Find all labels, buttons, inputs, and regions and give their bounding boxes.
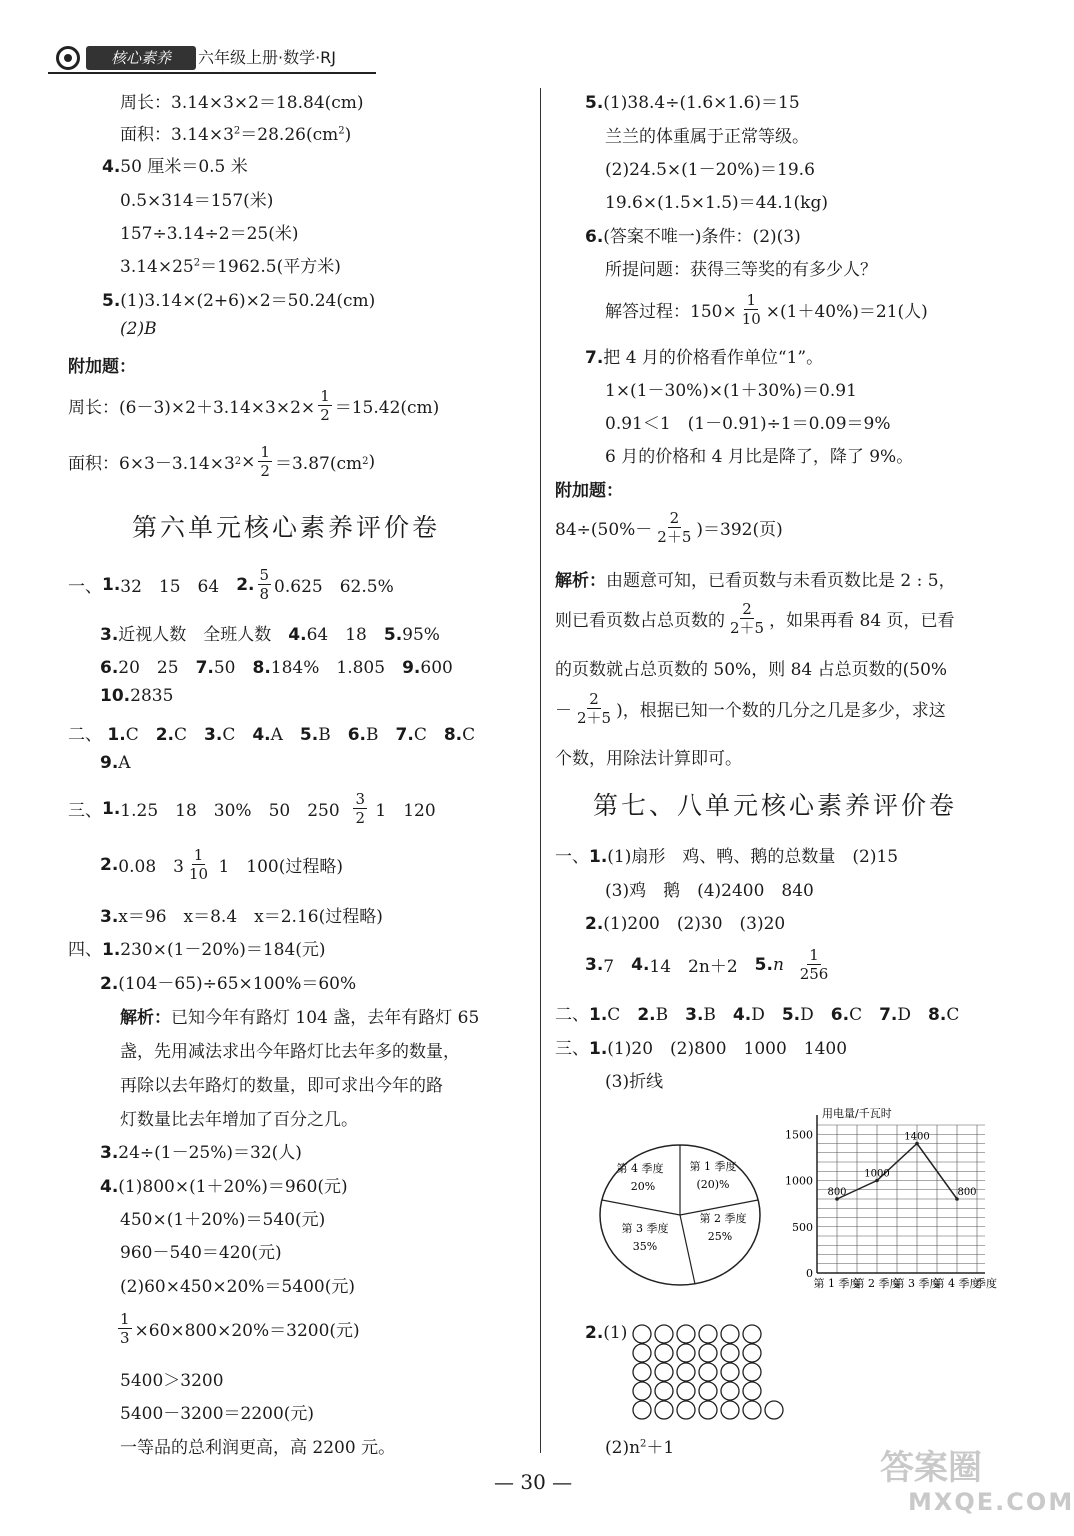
text-line: 4.50 厘米＝0.5 米 (102, 157, 248, 177)
answer-line: 9.A (100, 753, 131, 773)
x-axis-label: 季度 (975, 1277, 997, 1290)
answer-line: 一等品的总利润更高，高 2200 元。 (120, 1438, 396, 1458)
header-underline (48, 72, 376, 74)
item-answer: C (462, 725, 493, 745)
pattern-circle (721, 1382, 739, 1400)
answer-line: $(2)n^2+1$ (605, 1438, 675, 1458)
pattern-circle (655, 1401, 673, 1419)
answer-line: (2)60×450×20%＝5400(元) (120, 1277, 355, 1297)
answer-line: 5400＞3200 (120, 1371, 224, 1391)
page-number: — 30 — (494, 1470, 572, 1494)
section-heading: 附加题： (555, 481, 623, 501)
item-number: 1. (107, 725, 126, 745)
text-line: 157÷3.14÷2＝25(米) (120, 224, 299, 244)
answer-line: 6.20 25 7.50 8.184% 1.805 9.600 (100, 658, 453, 678)
pattern-circle (677, 1401, 695, 1419)
answer-line: 960－540＝420(元) (120, 1243, 282, 1263)
answer-line: 5.(1)38.4÷(1.6×1.6)＝15 (585, 93, 800, 113)
data-label: 800 (827, 1187, 847, 1198)
analysis-line: 则已看页数占总页数的 $\frac{2}{2+5}$ ，如果再看 84 页，已看 (555, 600, 955, 637)
item-answer: C (174, 725, 205, 745)
analysis-line: 的页数就占总页数的 50%，则 84 占总页数的(50% (555, 660, 948, 680)
item-answer: B (366, 725, 396, 745)
answer-line: 19.6×(1.5×1.5)＝44.1(kg) (605, 193, 828, 213)
pattern-circle (721, 1325, 739, 1343)
pattern-circle (633, 1344, 651, 1362)
answer-line: 0.91＜1 (1－0.91)÷1＝0.09＝9% (605, 414, 891, 434)
pattern-circle (743, 1401, 761, 1419)
answer-line: 6 月的价格和 4 月比是降了，降了 9%。 (605, 447, 914, 467)
logo-icon (56, 46, 80, 70)
item-number: 2. (637, 1005, 656, 1025)
pie-divider (680, 1215, 695, 1284)
pattern-circle (677, 1382, 695, 1400)
pattern-circle (743, 1382, 761, 1400)
answer-line: 2.(104－65)÷65×100%＝60% (100, 974, 357, 994)
pie-slice-value: 25% (707, 1230, 733, 1243)
data-label: 800 (957, 1187, 977, 1198)
y-axis-label: 用电量/千瓦时 (822, 1107, 892, 1120)
item-number: 7. (879, 1005, 898, 1025)
text-line: 面积：6×3－3.14×3 2 × $\frac{1}{2}$ ＝3.87(cm 2 ) (68, 443, 376, 480)
item-number: 6. (347, 725, 367, 745)
pattern-circle (721, 1401, 739, 1419)
pattern-circle (633, 1363, 651, 1381)
pie-divider (602, 1200, 680, 1215)
text-line: 5.(1)3.14×(2+6)×2＝50.24(cm) (102, 291, 376, 311)
item-number: 3. (685, 1005, 704, 1025)
answer-line: 2.(1) (585, 1323, 628, 1343)
header-title: 六年级上册·数学·RJ (198, 48, 337, 67)
pattern-circle (721, 1363, 739, 1381)
answer-line: 1×(1－30%)×(1＋30%)＝0.91 (605, 381, 857, 401)
analysis-line: 解析：已知今年有路灯 104 盏，去年有路灯 65 (120, 1008, 480, 1028)
item-number: 8. (928, 1005, 947, 1025)
pie-slice-value: 20% (630, 1180, 656, 1193)
pattern-circle-extra (765, 1401, 783, 1419)
pattern-circle (677, 1344, 695, 1362)
answer-line: 3.24÷(1－25%)＝32(人) (100, 1143, 302, 1163)
y-tick-label: 1000 (785, 1174, 813, 1188)
pattern-circle (699, 1382, 717, 1400)
pattern-circle (743, 1344, 761, 1362)
answer-line: 三、1.(1)20 (2)800 1000 1400 (555, 1039, 848, 1059)
watermark-url: MXQE.COM (908, 1488, 1074, 1516)
text-line: 周长：3.14×3×2＝18.84(cm) (120, 93, 364, 113)
pattern-circle (699, 1363, 717, 1381)
pie-slice-value: 35% (632, 1240, 658, 1253)
pattern-circle (655, 1382, 673, 1400)
analysis-line: 灯数量比去年增加了百分之几。 (120, 1110, 358, 1130)
pattern-circle (677, 1325, 695, 1343)
answer-line: 3.x＝96 x＝8.4 x＝2.16(过程略) (100, 907, 383, 927)
answer-line: 7.把 4 月的价格看作单位“1”。 (585, 348, 824, 368)
section-title: 第六单元核心素养评价卷 (132, 513, 441, 542)
answer-line: 10.2835 (100, 686, 174, 706)
answer-line: 3. 7 4. 14 2n＋2 5. n $\frac{1}{256}$ (585, 946, 829, 983)
pattern-circle (677, 1363, 695, 1381)
data-label: 1000 (864, 1168, 890, 1180)
item-answer: B (318, 725, 348, 745)
pattern-circle (699, 1344, 717, 1362)
line-chart (780, 1095, 1000, 1315)
answer-line: 5400－3200＝2200(元) (120, 1404, 315, 1424)
analysis-line: 个数，用除法计算即可。 (555, 749, 742, 769)
pattern-circle (655, 1344, 673, 1362)
pie-slice-label: 第 3 季度 (621, 1222, 669, 1235)
answer-line: 450×(1＋20%)＝540(元) (120, 1210, 326, 1230)
x-tick-label: 第 2 季度 (853, 1277, 901, 1290)
answer-line: 84÷(50%－ $\frac{2}{2+5}$ )＝392(页) (555, 509, 783, 546)
answer-line: 二、 1.C 2.C 3.C 4.A 5.B 6.B 7.C 8.C (68, 725, 493, 745)
item-number: 7. (395, 725, 414, 745)
y-tick-label: 0 (806, 1267, 813, 1280)
pie-slice-label: 第 2 季度 (699, 1212, 747, 1225)
item-answer: B (655, 1005, 686, 1025)
x-tick-label: 第 1 季度 (813, 1277, 861, 1290)
answer-line: 解答过程：150× $\frac{1}{10}$ ×(1＋40%)＝21(人) (605, 291, 928, 328)
answer-line: 4.(1)800×(1＋20%)＝960(元) (100, 1177, 348, 1197)
answer-line: 兰兰的体重属于正常等级。 (605, 127, 809, 147)
data-label: 1400 (904, 1131, 930, 1143)
pattern-circle (633, 1382, 651, 1400)
text-line: $3.14\times 25^2=1962.5$(平方米) (120, 257, 341, 277)
watermark: 答案圈 (880, 1448, 982, 1488)
item-answer: C (222, 725, 253, 745)
item-number: 3. (204, 725, 223, 745)
item-number: 4. (252, 725, 271, 745)
x-tick-label: 第 3 季度 (893, 1277, 941, 1290)
circle-pattern (630, 1323, 800, 1423)
pattern-circle (655, 1363, 673, 1381)
pattern-circle (743, 1325, 761, 1343)
analysis-line: 解析：由题意可知，已看页数与未看页数比是 2 : 5， (555, 571, 956, 591)
answer-line: 所提问题：获得三等奖的有多少人？ (605, 260, 877, 280)
answer-line: (3)鸡 鹅 (4)2400 840 (605, 881, 814, 901)
analysis-line: 盏，先用减法求出今年路灯比去年多的数量， (120, 1042, 460, 1062)
item-number: 5. (299, 725, 319, 745)
item-answer: C (607, 1005, 638, 1025)
pie-slice-value: (20)% (696, 1178, 730, 1191)
analysis-line: － $\frac{2}{2+5}$ )，根据已知一个数的几分之几是多少，求这 (555, 690, 946, 727)
item-answer: D (897, 1005, 929, 1025)
section-title: 第七、八单元核心素养评价卷 (593, 791, 958, 820)
text-line: 0.5×314＝157(米) (120, 191, 274, 211)
column-divider (540, 88, 541, 1453)
pie-slice-label: 第 1 季度 (689, 1160, 737, 1173)
pie-chart (595, 1140, 765, 1290)
answer-line: 2.(1)200 (2)30 (3)20 (585, 914, 786, 934)
text-line: 周长：(6－3)×2＋3.14×3×2× $\frac{1}{2}$ ＝15.42(cm) (68, 387, 440, 424)
answer-line: 一、 1. 32 15 64 2. $\frac{5}{8}$ 0.625 62.5% (68, 566, 394, 603)
y-tick-label: 1500 (785, 1128, 813, 1142)
pattern-circle (655, 1325, 673, 1343)
logo-text: 核心素养 (86, 46, 196, 70)
item-answer: B (703, 1005, 733, 1025)
pie-slice-label: 第 4 季度 (616, 1162, 664, 1175)
pattern-circle (721, 1344, 739, 1362)
item-answer: D (751, 1005, 782, 1025)
answer-line: 一、1.(1)扇形 鸡、鸭、鹅的总数量 (2)15 (555, 847, 899, 867)
item-number: 1. (589, 1005, 608, 1025)
text-line: 面积：$3.14\times 3^2=28.26(cm^2)$ (120, 125, 352, 145)
y-tick-label: 500 (792, 1220, 813, 1234)
item-answer: C (125, 725, 156, 745)
answer-line: 2. 0.08 3 $\frac{1}{10}$ 1 100(过程略) (100, 846, 343, 883)
answer-line: 四、1.230×(1－20%)＝184(元) (68, 940, 326, 960)
answer-line: $\frac{1}{3}$ ×60×800×20%＝3200(元) (120, 1310, 360, 1347)
item-answer: C (849, 1005, 880, 1025)
chart-grid (817, 1125, 985, 1273)
item-number: 5. (781, 1005, 801, 1025)
item-number: 4. (732, 1005, 752, 1025)
answer-line: 3.近视人数 全班人数 4.64 18 5.95% (100, 625, 440, 645)
answer-line: 二、1.C 2.B 3.B 4.D 5.D 6.C 7.D 8.C (555, 1005, 977, 1025)
answer-line: (2)24.5×(1－20%)＝19.6 (605, 160, 815, 180)
item-answer: C (946, 1005, 977, 1025)
pattern-circle (633, 1401, 651, 1419)
item-answer: C (413, 725, 444, 745)
pattern-circle (699, 1401, 717, 1419)
item-answer: A (270, 725, 300, 745)
page-header (48, 42, 376, 76)
answer-line: 三、 1. 1.25 18 30% 50 250 $\frac{3}{2}$ 1 120 (68, 790, 436, 827)
pattern-circle (699, 1325, 717, 1343)
pattern-circle (633, 1325, 651, 1343)
item-number: 8. (443, 725, 463, 745)
item-number: 6. (830, 1005, 850, 1025)
item-answer: D (800, 1005, 831, 1025)
pattern-circle (743, 1363, 761, 1381)
answer-line: 6.(答案不唯一)条件：(2)(3) (585, 227, 801, 247)
analysis-line: 再除以去年路灯的数量，即可求出今年的路 (120, 1076, 443, 1096)
section-heading: 附加题： (68, 357, 136, 377)
text-line: (2)B (120, 319, 157, 339)
item-number: 2. (155, 725, 175, 745)
x-tick-label: 第 4 季度 (933, 1277, 981, 1290)
answer-line: (3)折线 (605, 1072, 664, 1092)
